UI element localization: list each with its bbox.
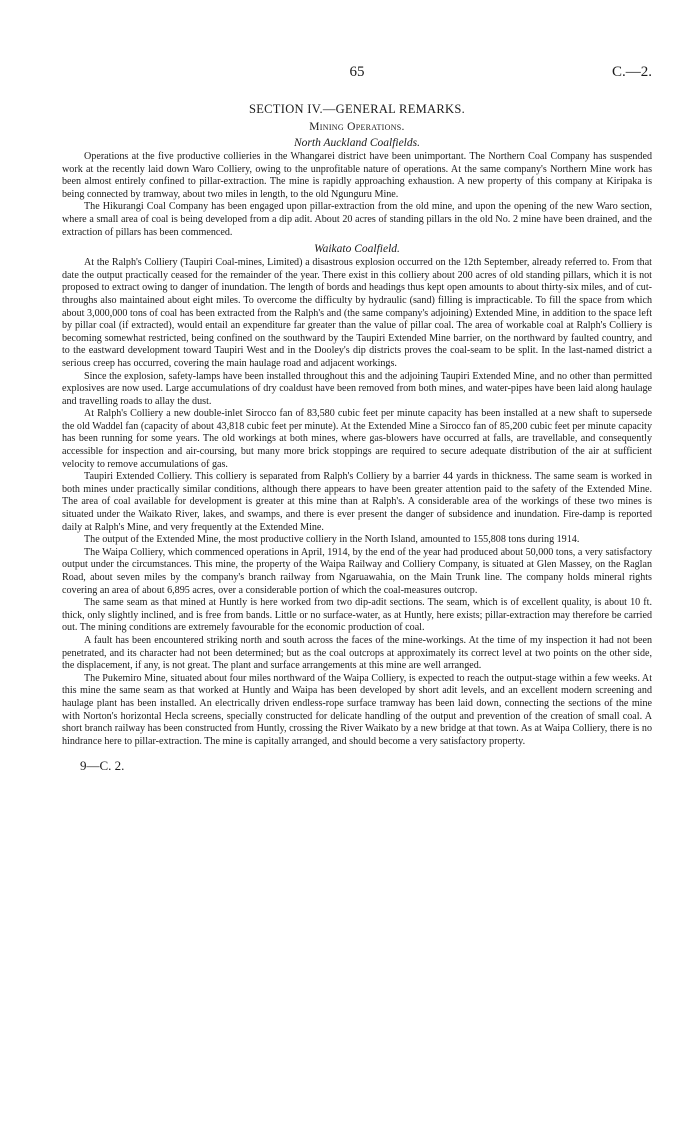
paragraph: Taupiri Extended Colliery. This colliery is separated from Ralph's Colliery by a barrier 44 yards in thickness. The same seam is worked in both mines under practically similar conditions, although there appears to have been greater attention paid to the safety of the Extended Mine. The area of coal available for development is greater at this mine than at Ralph's. A considerable area of the workings of these two mines is situated under the Waikato River, lakes, and swamps, and there is ever present the danger of subsidence and inundation. Fire-damp is reported daily at Ralph's Mine, and very frequently at the Extended Mine. xyxy=(62,471,652,533)
paragraph: The Pukemiro Mine, situated about four miles northward of the Waipa Colliery, is expected to reach the output-stage within a few weeks. At this mine the same seam as that worked at Huntly and Waipa has been developed by short adit levels, and an excellent modern screening and haulage plant has been installed. An electrically driven endless-rope surface tramway has been laid down, connecting the sections of the mine with Norton's horizontal Hecla screens, specially constructed for delicate handling of the output and prevention of the creation of small coal. A short branch railway has been constructed from Huntly, crossing the River Waikato by a new bridge at that town. As at Waipa Colliery, there is no hindrance here to pillar-extraction. The mine is capitally arranged, and should become a very satisfactory property. xyxy=(62,672,652,747)
document-reference: C.—2. xyxy=(611,64,652,80)
paragraph: The output of the Extended Mine, the most productive colliery in the North Island, amounted to 155,808 tons during 1914. xyxy=(84,534,580,546)
page-header xyxy=(62,64,652,88)
section-title: SECTION IV.—GENERAL REMARKS. xyxy=(248,102,466,116)
paragraph: Operations at the five productive collieries in the Whangarei district have been unimportant. The Northern Coal Company has suspended work at the recently laid down Waro Colliery, owing to the unprofitable nature of operations. At the same company's Northern Mine work has been almost entirely confined to pillar-extraction. The mine is rapidly approaching exhaustion. A new property of this company at Kiripaka is being connected by tramway, about two miles in length, to the old Ngunguru Mine. xyxy=(62,151,652,200)
paragraph: Since the explosion, safety-lamps have been installed throughout this and the adjoining Taupiri Extended Mine, and no other than permitted explosives are now used. Large accumulations of dry coaldust have been removed from both mines, and water-pipes have been laid along haulage and travelling roads to allay the dust. xyxy=(62,370,652,407)
mining-operations-heading: Mining Operations. xyxy=(309,121,405,133)
north-auckland-heading: North Auckland Coalfields. xyxy=(294,137,420,149)
waikato-heading: Waikato Coalfield. xyxy=(314,243,400,256)
document-page xyxy=(62,64,652,774)
signature-mark: 9—C. 2. xyxy=(80,758,125,774)
paragraph: The same seam as that mined at Huntly is here worked from two dip-adit sections. The seam, which is of excellent quality, is about 10 ft. thick, only slightly inclined, and is free from bands. Little or no surface-water, as at Huntly, here exists; pillar-extraction may therefore be carried out. The mining conditions are extremely favourable for the economic production of coal. xyxy=(62,597,652,634)
paragraph: The Waipa Colliery, which commenced operations in April, 1914, by the end of the year had produced about 50,000 tons, a very satisfactory output under the circumstances. This mine, the property of the Waipa Railway and Colliery Company, is situated at Glen Massey, on the Raglan Road, about seven miles by the company's branch railway from Ngaruawahia, on the Main Trunk line. The company holds mineral rights covering an area of about 6,895 acres, over a considerable portion of which the coal-measures outcrop. xyxy=(62,546,652,596)
paragraph: At Ralph's Colliery a new double-inlet Sirocco fan of 83,580 cubic feet per minute capacity has been installed at a new shaft to supersede the old Waddel fan (capacity of about 43,818 cubic feet per minute). At the Extended Mine a Sirocco fan of 85,200 cubic feet per minute capacity has been running for some years. The old workings at both mines, where gas-blowers have occurred at falls, are travellable, and consequently accessible for inspection and air-coursing, but many more brick stoppings are required to secure adequate distribution of the air at sufficient velocity to remove accumulations of gas. xyxy=(62,408,652,470)
paragraph: At the Ralph's Colliery (Taupiri Coal-mines, Limited) a disastrous explosion occurred on the 12th September, already referred to. From that date the output practically ceased for the remainder of the year. There exist in this colliery about 200 acres of old standing pillars, which it is not proposed to extract owing to danger of inundation. The length of bords and headings thus kept open amounts to about thirty-six miles, and of cut-throughs also maintained about eight miles. To overcome the difficulty by hydraulic (sand) filling is impracticable. To fill the space from which about 3,000,000 tons of coal has been extracted from the Ralph's and (the same company's adjoining) Extended Mine, in addition to the space left by pillar coal (if extracted), would entail an expenditure far greater than the value of pillar coal. The area of workable coal at Ralph's Colliery is becoming somewhat restricted, being confined on the southward by the Taupiri Extended Mine barrier, on the northward by faulted country, and to the eastward development toward Taupiri West and in the Dooley's dip districts proves the coal-seam to be split. In the last-named district a serious creep has occurred, covering the main haulage road and adjacent workings. xyxy=(62,257,652,369)
page-number: 65 xyxy=(349,64,365,80)
paragraph: A fault has been encountered striking north and south across the faces of the mine-workings. At the time of my inspection it had not been penetrated, and its character had not been determined; but as the coal outcrops at approximately its correct level at two points on the other side, the displacement, if any, is not great. The plant and surface arrangements at this mine are well arranged. xyxy=(62,634,652,672)
paragraph: The Hikurangi Coal Company has been engaged upon pillar-extraction from the old mine, and upon the opening of the new Waro section, where a small area of coal is being developed from a dip adit. About 20 acres of standing pillars in the old No. 2 mine have been drained, and the extraction of pillars has been commenced. xyxy=(62,201,652,238)
